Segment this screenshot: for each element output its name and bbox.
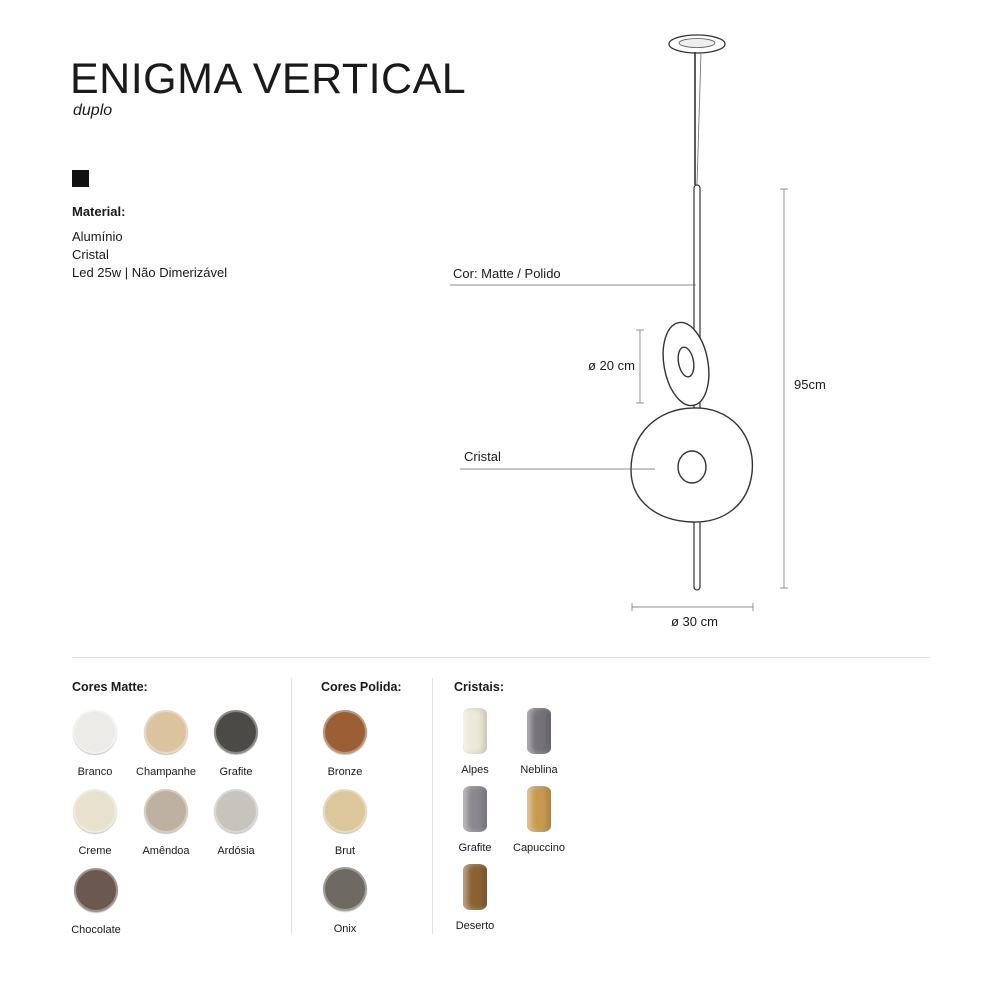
cristais-title: Cristais: — [454, 680, 505, 694]
power-cable — [697, 52, 701, 185]
swatch-label: Onix — [333, 923, 357, 935]
crystal-label: Neblina — [520, 764, 558, 776]
matte-title: Cores Matte: — [72, 680, 148, 694]
color-circle — [74, 868, 118, 912]
swatch-label: Creme — [78, 845, 112, 857]
crystal-label: Alpes — [461, 764, 489, 776]
crystal-label: Cristal — [464, 449, 501, 464]
product-title: ENIGMA VERTICAL — [70, 55, 467, 103]
column-divider — [291, 678, 292, 934]
swatch-label: Amêndoa — [142, 845, 190, 857]
swatch-label: Grafite — [219, 766, 253, 778]
color-circle — [73, 710, 117, 754]
color-circle — [73, 789, 117, 833]
swatch-onix — [300, 867, 390, 935]
swatch-brut — [300, 789, 390, 857]
crystal-label: Capuccino — [513, 842, 565, 854]
color-circle — [214, 789, 258, 833]
swatch-label: Branco — [77, 766, 113, 778]
material-item: Led 25w | Não Dimerizável — [72, 265, 228, 280]
swatch-label: Brut — [334, 845, 356, 857]
square-marker-icon — [72, 170, 89, 187]
large-diameter-label: ø 30 cm — [671, 614, 718, 629]
product-drawing — [430, 30, 880, 640]
crystal-capuccino — [494, 786, 584, 854]
small-diameter-label: ø 20 cm — [588, 358, 635, 373]
height-label: 95cm — [794, 377, 826, 392]
crystal-label: Deserto — [455, 920, 495, 932]
swatch-bronze — [300, 710, 390, 778]
color-circle — [144, 789, 188, 833]
swatch-grafite — [191, 710, 281, 778]
crystal-deserto — [430, 864, 520, 932]
swatch-label: Champanhe — [136, 766, 196, 778]
swatch-label: Bronze — [327, 766, 363, 778]
canopy-inner — [679, 39, 715, 48]
material-heading: Material: — [72, 204, 126, 219]
color-label: Cor: Matte / Polido — [453, 266, 561, 281]
section-divider — [72, 657, 930, 658]
swatch-chocolate — [51, 868, 141, 936]
swatch-ardosia — [191, 789, 281, 857]
crystal-tube — [463, 786, 487, 832]
swatch-label: Chocolate — [71, 924, 121, 936]
crystal-label: Grafite — [458, 842, 492, 854]
swatch-label: Ardósia — [217, 845, 255, 857]
large-disc-hole — [678, 451, 706, 483]
crystal-tube — [527, 786, 551, 832]
product-subtitle: duplo — [73, 102, 113, 119]
crystal-tube — [463, 708, 487, 754]
material-item: Alumínio — [72, 229, 123, 244]
crystal-neblina — [494, 708, 584, 776]
lamp-illustration — [430, 30, 880, 640]
color-circle — [323, 789, 367, 833]
color-circle — [214, 710, 258, 754]
color-circle — [323, 710, 367, 754]
color-circle — [323, 867, 367, 911]
crystal-tube — [463, 864, 487, 910]
color-circle — [144, 710, 188, 754]
material-item: Cristal — [72, 247, 109, 262]
material-list — [72, 228, 227, 282]
polida-title: Cores Polida: — [321, 680, 402, 694]
crystal-tube — [527, 708, 551, 754]
